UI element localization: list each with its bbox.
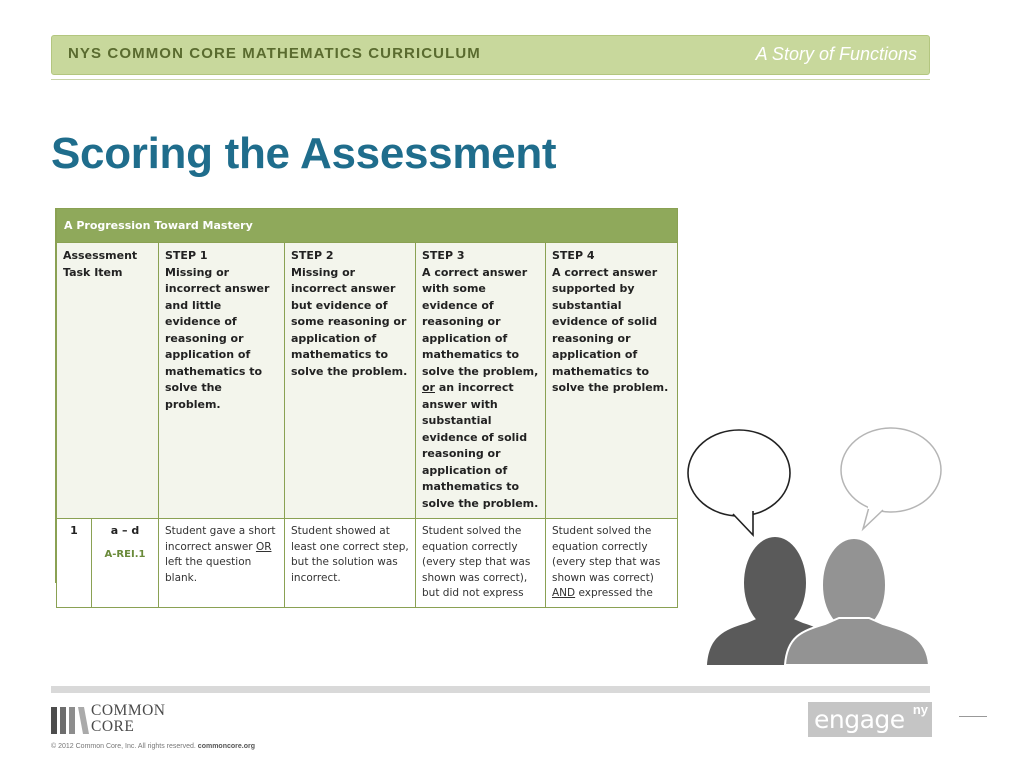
step-1-header: STEP 1 Missing or incorrect answer and little evidence of reasoning or application of mathematics to solve the problem. xyxy=(159,243,285,519)
step-4-header: STEP 4 A correct answer supported by substantial evidence of solid reasoning or application of mathematics to solve the problem. xyxy=(546,243,678,519)
common-core-logo-text: COMMON CORE xyxy=(91,702,166,735)
rubric-table-image xyxy=(55,208,678,599)
discussion-illustration xyxy=(683,425,948,667)
step-2-header: STEP 2 Missing or incorrect answer but evidence of some reasoning or application of mathematics to solve the problem. xyxy=(285,243,416,519)
copyright-link[interactable]: commoncore.org xyxy=(197,743,255,750)
copyright-notice: © 2012 Common Core, Inc. All rights reserved. commoncore.org xyxy=(51,743,255,750)
common-core-logo-icon xyxy=(51,704,91,738)
header-banner xyxy=(51,35,930,75)
table-row xyxy=(57,519,678,608)
page-title: Scoring the Assessment xyxy=(51,129,557,178)
item-header: Assessment Task Item xyxy=(57,243,159,519)
row-1-step-3: Student solved the equation correctly (every step that was shown was correct), but did not express xyxy=(416,519,546,608)
row-1-step-2: Student showed at least one correct step, but the solution was incorrect. xyxy=(285,519,416,608)
curriculum-title: NYS COMMON CORE MATHEMATICS CURRICULUM xyxy=(68,45,481,62)
step-3-header: STEP 3 A correct answer with some evidence of reasoning or application of mathematics to solve the problem, or an incorrect answer with substantial evidence of solid reasoning or application of mathematics to solve the problem. xyxy=(416,243,546,519)
row-1-step-1: Student gave a short incorrect answer OR left the question blank. xyxy=(159,519,285,608)
slide-edge-mark xyxy=(959,716,987,717)
row-1-step-4: Student solved the equation correctly (every step that was shown was correct) AND expressed the xyxy=(546,519,678,608)
speech-bubble-right-icon xyxy=(841,428,941,529)
person-right-icon xyxy=(785,538,929,665)
footer-bar xyxy=(51,686,930,693)
item-standard: A-REI.1 xyxy=(104,549,146,560)
header-divider xyxy=(51,79,930,80)
module-title: A Story of Functions xyxy=(755,44,917,64)
item-number: 1 xyxy=(57,519,92,608)
item-part: a – d A-REI.1 xyxy=(92,519,159,608)
engageny-logo: engage ny xyxy=(808,702,932,737)
rubric-header-row xyxy=(57,243,678,519)
speech-bubble-left-icon xyxy=(688,430,790,535)
rubric-caption: A Progression Toward Mastery xyxy=(57,209,678,243)
rubric-table xyxy=(56,208,678,608)
